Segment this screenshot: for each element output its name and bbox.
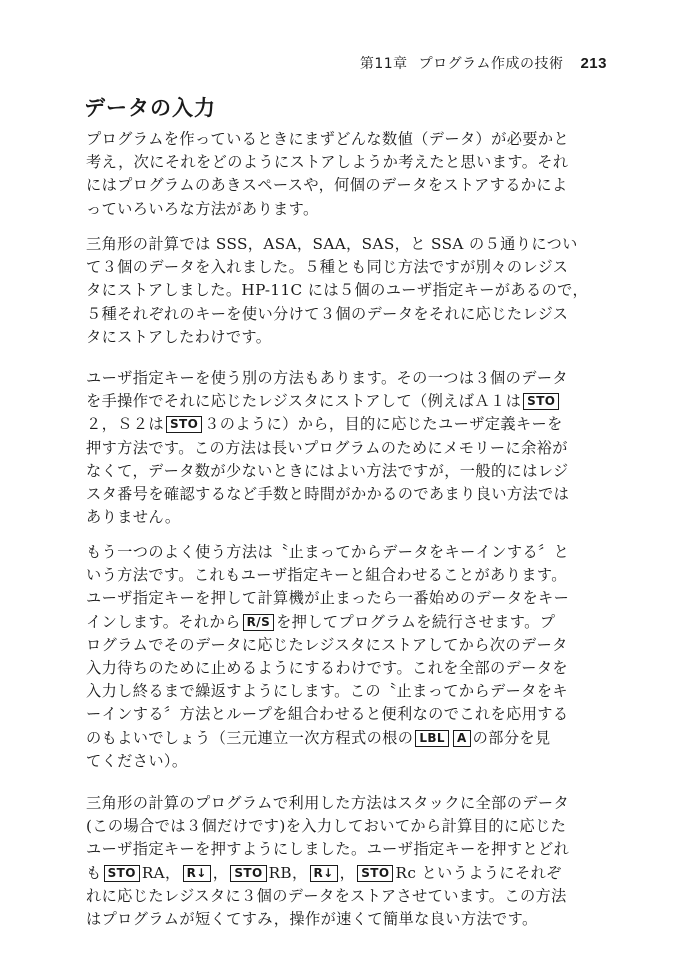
text-segment: てください）。 xyxy=(86,751,188,770)
sto-key: STO xyxy=(166,416,202,433)
text-line: っていろいろな方法があります。 xyxy=(86,199,319,218)
text-line xyxy=(86,727,621,750)
text-segment: スタ番号を確認するなど手数と時間がかかるのであまり良い方法では xyxy=(86,485,570,504)
text-line: タにストアしました。HP-11C には５個のユーザ指定キーがあるので， xyxy=(86,281,589,300)
text-line xyxy=(86,885,621,908)
text-segment: ありません。 xyxy=(86,508,181,527)
run-stop-key: R/S xyxy=(243,614,274,631)
text-segment: を手操作でそれに応じたレジスタにストアして（例えばＡ１は xyxy=(86,392,522,411)
text-segment: 押す方法です。この方法は長いプログラムのためにメモリーに余裕が xyxy=(86,438,568,457)
sto-key: STO xyxy=(357,865,393,882)
text-line xyxy=(86,437,621,460)
text-segment: ３のように）から，目的に応じたユーザ定義キーを xyxy=(204,415,563,434)
text-segment: はプログラムが短くてすみ，操作が速くて簡単な良い方法です。 xyxy=(86,910,538,929)
text-line xyxy=(86,750,621,773)
text-segment: なくて，データ数が少ないときにはよい方法ですが，一般的にはレジ xyxy=(86,461,569,480)
text-segment: ーインする〞方法とループを組合わせると便利なのでこれを応用する xyxy=(86,705,569,724)
text-segment: を押してプログラムを続行させます。プ xyxy=(276,612,556,631)
text-segment: ユーザ指定キーを使う別の方法もあります。その一つは３個のデータ xyxy=(86,369,568,387)
text-segment: ユーザ指定キーを押して計算機が止まったら一番始めのデータをキー xyxy=(86,589,570,608)
text-line xyxy=(86,862,621,885)
text-segment: のもよいでしょう（三元連立一次方程式の根の xyxy=(86,728,414,747)
text-line: タにストアしたわけです。 xyxy=(86,327,272,346)
text-segment: RB， xyxy=(268,863,308,882)
text-segment: インします。それから xyxy=(86,612,241,631)
chapter-title: プログラム作成の技術 xyxy=(418,56,564,72)
text-line xyxy=(86,792,621,815)
text-line xyxy=(86,838,621,861)
paragraph-2 xyxy=(86,233,621,349)
text-line xyxy=(86,587,621,610)
text-segment: ログラムでそのデータに応じたレジスタにストアしてから次のデータ xyxy=(86,635,568,654)
chapter-label: 第11章 xyxy=(359,56,408,72)
text-segment: RA， xyxy=(141,863,181,882)
text-line xyxy=(86,390,621,413)
text-line xyxy=(86,483,621,506)
text-segment: の部分を見 xyxy=(472,728,551,747)
running-header xyxy=(360,53,607,73)
text-line: て３個のデータを入れました。５種とも同じ方法ですが別々のレジス xyxy=(86,258,569,277)
text-line xyxy=(86,460,621,483)
section-title: データの入力 xyxy=(84,96,216,120)
text-segment: ユーザ指定キーを押すようにしました。ユーザ指定キーを押すとどれ xyxy=(86,840,570,859)
text-segment: ２，Ｓ２は xyxy=(86,415,164,434)
text-segment: (この場合では３個だけです)を入力しておいてから計算目的に応じた xyxy=(86,817,567,836)
text-line: にはプログラムのあきスペースや，何個のデータをストアするかによ xyxy=(86,176,568,195)
text-segment: 入力し終るまで繰返すようにします。この〝止まってからデータをキ xyxy=(86,682,568,701)
sto-key: STO xyxy=(523,393,559,410)
paragraph-1 xyxy=(86,128,621,221)
text-line: 考え，次にそれをどのようにストアしようか考えたと思います。それ xyxy=(86,153,569,172)
text-line xyxy=(86,611,621,634)
text-line xyxy=(86,815,621,838)
text-line xyxy=(86,564,621,587)
text-segment: れに応じたレジスタに３個のデータをストアさせています。この方法 xyxy=(86,886,567,905)
text-line: 三角形の計算では SSS，ASA，SAA，SAS，と SSA の５通りについ xyxy=(86,235,578,253)
paragraph-5 xyxy=(86,792,621,931)
text-line xyxy=(86,413,621,436)
text-line xyxy=(86,541,621,564)
page-number: 213 xyxy=(580,55,607,72)
text-line xyxy=(86,680,621,703)
text-segment: も xyxy=(86,863,102,882)
roll-down-key: R↓ xyxy=(183,865,211,882)
text-segment: 三角形の計算のプログラムで利用した方法はスタックに全部のデータ xyxy=(86,794,570,812)
text-line xyxy=(86,908,621,931)
paragraph-4 xyxy=(86,541,621,773)
text-line xyxy=(86,634,621,657)
paragraph-3 xyxy=(86,367,621,529)
text-segment: もう一つのよく使う方法は〝止まってからデータをキーインする〞と xyxy=(86,543,570,561)
lbl-key: LBL xyxy=(415,730,449,747)
sto-key: STO xyxy=(104,865,140,882)
text-line xyxy=(86,657,621,680)
a-key: A xyxy=(453,730,471,747)
text-line: プログラムを作っているときにまずどんな数値（データ）が必要かと xyxy=(86,130,570,148)
text-line xyxy=(86,367,621,390)
text-segment: ， xyxy=(212,863,229,882)
sto-key: STO xyxy=(230,865,266,882)
roll-down-key: R↓ xyxy=(310,865,338,882)
text-segment: 入力待ちのために止めるようにするわけです。これを全部のデータを xyxy=(86,659,568,678)
text-line: ５種それぞれのキーを使い分けて３個のデータをそれに応じたレジス xyxy=(86,304,569,323)
text-segment: いう方法です。これもユーザ指定キーと組合わせることがあります。 xyxy=(86,566,567,585)
text-line xyxy=(86,506,621,529)
text-segment: ， xyxy=(339,863,356,882)
text-segment: Rc というようにそれぞ xyxy=(395,863,562,882)
text-line xyxy=(86,703,621,726)
